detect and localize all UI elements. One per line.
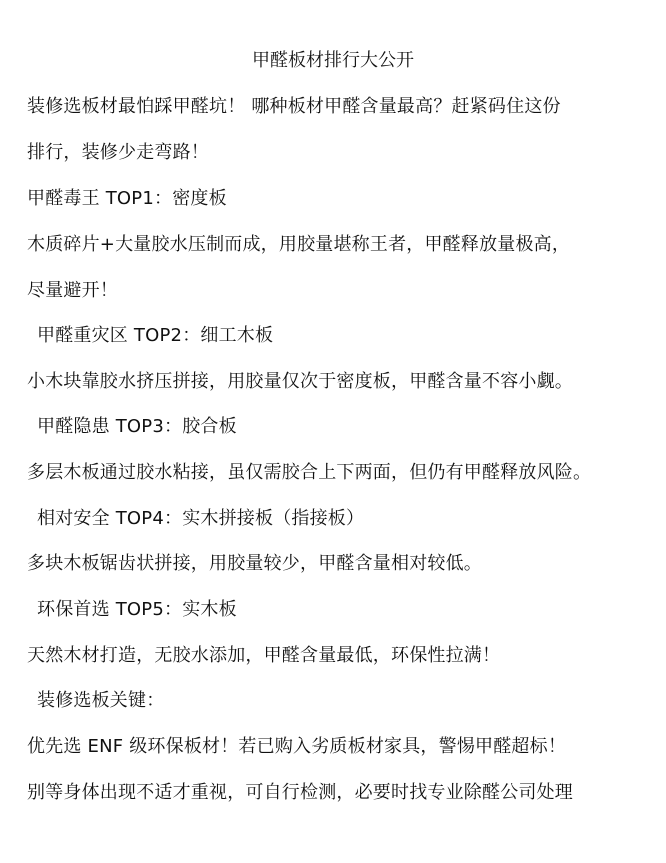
intro-line-1: 装修选板材最怕踩甲醛坑！ 哪种板材甲醛含量最高？赶紧码住这份 (27, 96, 561, 117)
top3-body: 多层木板通过胶水粘接，虽仅需胶合上下两面，但仍有甲醛释放风险。 (27, 462, 592, 483)
top3-heading: 甲醛隐患 TOP3：胶合板 (37, 416, 237, 437)
top5-body: 天然木材打造，无胶水添加，甲醛含量最低，环保性拉满！ (27, 645, 501, 666)
key-line-1: 优先选 ENF 级环保板材！若已购入劣质板材家具，警惕甲醛超标！ (27, 736, 567, 757)
top4-heading: 相对安全 TOP4：实木拼接板（指接板） (37, 508, 365, 529)
document-title: 甲醛板材排行大公开 (252, 50, 414, 71)
top5-heading: 环保首选 TOP5：实木板 (37, 599, 237, 620)
key-heading: 装修选板关键： (37, 690, 165, 711)
top1-body-line-1: 木质碎片+大量胶水压制而成，用胶量堪称王者，甲醛释放量极高， (27, 234, 571, 255)
top2-heading: 甲醛重灾区 TOP2：细工木板 (37, 325, 274, 346)
intro-line-2: 排行，装修少走弯路！ (27, 142, 209, 163)
top2-body: 小木块靠胶水挤压拼接，用胶量仅次于密度板，甲醛含量不容小觑。 (27, 371, 573, 392)
top1-heading: 甲醛毒王 TOP1：密度板 (27, 188, 227, 209)
key-line-2: 别等身体出现不适才重视，可自行检测，必要时找专业除醛公司处理 (27, 782, 573, 803)
top4-body: 多块木板锯齿状拼接，用胶量较少，甲醛含量相对较低。 (27, 553, 482, 574)
top1-body-line-2: 尽量避开！ (27, 280, 118, 301)
